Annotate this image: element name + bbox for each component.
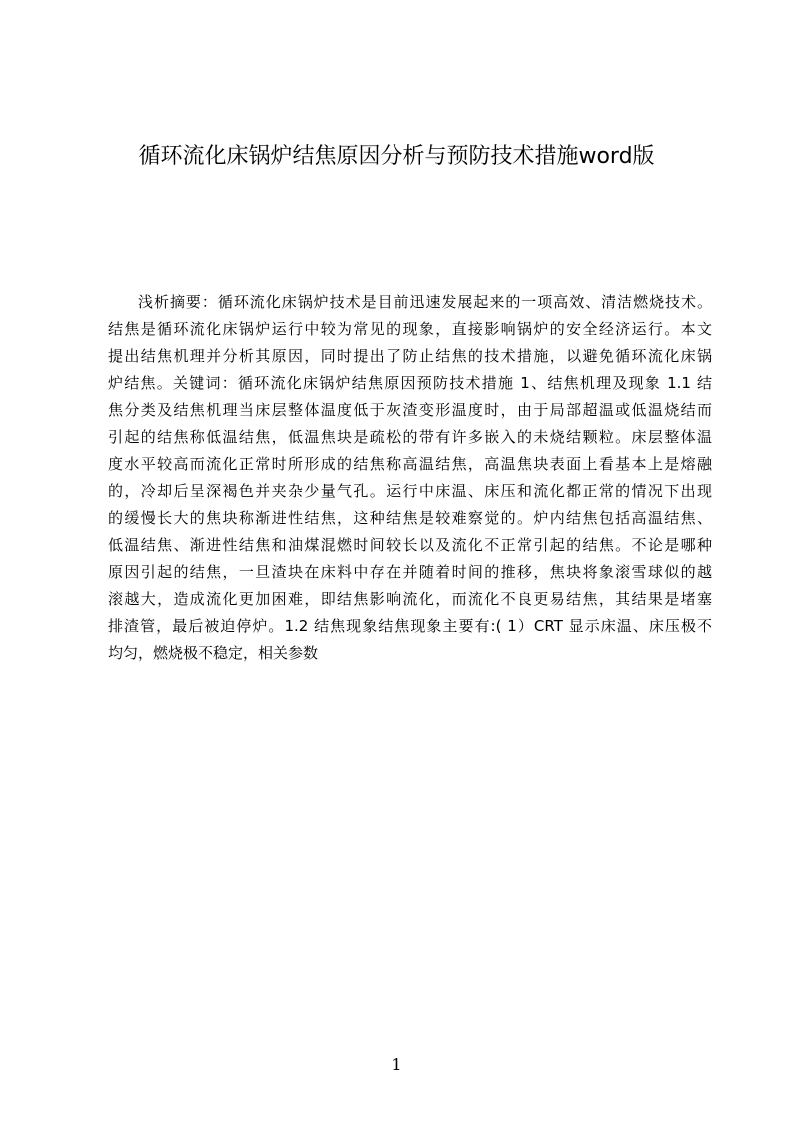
paragraph-line: 浅析摘要：循环流化床锅炉技术是目前迅速发展起来的一项高效、清洁燃烧技术。	[138, 293, 712, 311]
paragraph-line: 排渣管，最后被迫停炉。1.2 结焦现象结焦现象主要有:( 1）CRT 显示床温、床压极不	[108, 617, 712, 635]
paragraph-line: 原因引起的结焦，一旦渣块在床料中存在并随着时间的推移，焦块将象滚雪球似的越	[108, 563, 712, 581]
paragraph-line: 滚越大，造成流化更加困难，即结焦影响流化，而流化不良更易结焦，其结果是堵塞	[108, 590, 712, 608]
paragraph-line: 炉结焦。关键词：循环流化床锅炉结焦原因预防技术措施 1、结焦机理及现象 1.1 结	[108, 374, 712, 392]
paragraph-line: 度水平较高而流化正常时所形成的结焦称高温结焦，高温焦块表面上看基本上是熔融	[108, 455, 712, 473]
paragraph-line: 的，冷却后呈深褐色并夹杂少量气孔。运行中床温、床压和流化都正常的情况下出现	[108, 482, 712, 500]
paragraph-line: 结焦是循环流化床锅炉运行中较为常见的现象，直接影响锅炉的安全经济运行。本文	[108, 320, 712, 338]
paragraph-line: 引起的结焦称低温结焦，低温焦块是疏松的带有许多嵌入的未烧结颗粒。床层整体温	[108, 428, 712, 446]
document-title: 循环流化床锅炉结焦原因分析与预防技术措施word版	[138, 144, 655, 169]
paragraph-line: 焦分类及结焦机理当床层整体温度低于灰渣变形温度时，由于局部超温或低温烧结而	[108, 401, 712, 419]
page-number: 1	[391, 1055, 402, 1074]
paragraph-line: 均匀，燃烧极不稳定，相关参数	[108, 644, 319, 662]
paragraph-line: 低温结焦、渐进性结焦和油煤混燃时间较长以及流化不正常引起的结焦。不论是哪种	[108, 536, 712, 554]
paragraph-line: 提出结焦机理并分析其原因，同时提出了防止结焦的技术措施，以避免循环流化床锅	[108, 347, 712, 365]
abstract-paragraph	[108, 289, 712, 667]
paragraph-line: 的缓慢长大的焦块称渐进性结焦，这种结焦是较难察觉的。炉内结焦包括高温结焦、	[108, 509, 712, 527]
